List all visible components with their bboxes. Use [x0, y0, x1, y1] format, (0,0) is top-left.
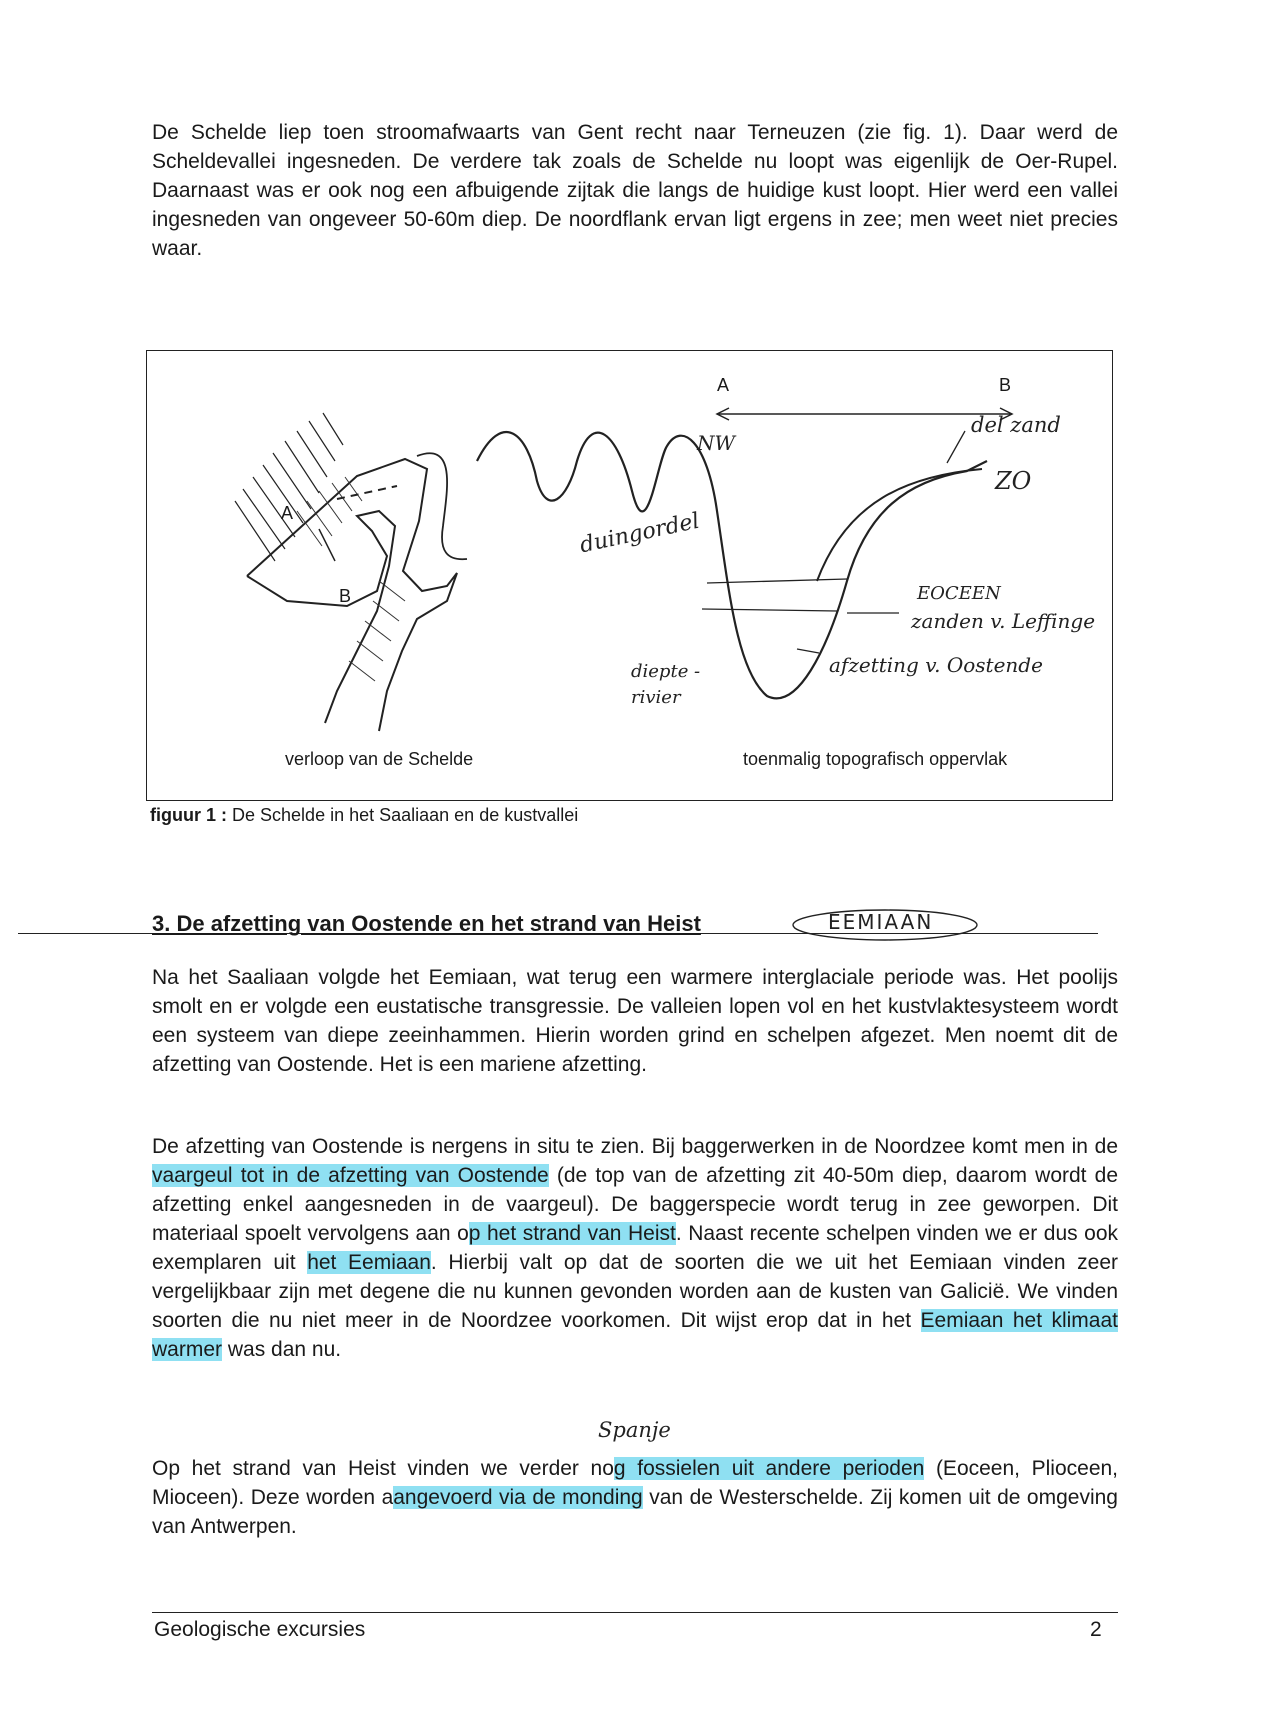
hand-diepte: diepte - rivier	[631, 661, 701, 708]
layer-line-2	[702, 609, 837, 611]
section-title: 3. De afzetting van Oostende en het strand van Heist	[152, 911, 701, 936]
intro-paragraph: De Schelde liep toen stroomafwaarts van Gent recht naar Terneuzen (zie fig. 1). Daar werd de Scheldevallei ingesneden. De verdere tak zoals de Schelde nu loopt was eigenlijk de Oer-Rupel. Daarnaast was er ook nog een afbuigende zijtak die langs de huidige kust loopt. Hier werd een vallei ingesneden van ongeveer 50-60m diep. De noordflank ervan ligt ergens in zee; men weet niet precies waar.	[152, 121, 1118, 260]
hand-zanden: zanden v. Leffinge	[911, 609, 1096, 633]
hand-nw: NW	[697, 431, 736, 455]
paragraph-eemiaan: Na het Saaliaan volgde het Eemiaan, wat terug een warmere interglaciale periode was. Het poolijs smolt en er volgde een eustatische transgressie. De valleien lopen vol en het kustvlaktesysteem wordt een systeem van diepe zeeinhammen. Hierin worden grind en schelpen afgezet. Men noemt dit de afzetting van Oostende. Het is een mariene afzetting.	[152, 966, 1118, 1076]
valley-outline-inner	[247, 511, 395, 723]
p3-text-c: van de Westerschelde. Zij komen uit de omgeving van Antwerpen.	[152, 1486, 1118, 1538]
figure-drawing	[147, 351, 1114, 802]
valley-flank	[817, 469, 982, 581]
p2-text-b: (de top van de afzetting zit 40-50m diep, daarom wordt de afzetting enkel aangesneden in de vaargeul). De baggerspecie wordt terug in zee geworpen. Dit materiaal spoelt vervolgens aan o	[152, 1164, 1119, 1245]
p2-text-d: . Hierbij valt op dat de soorten die we uit het Eemiaan vinden zeer vergelijkbaar zijn met degene die nu kunnen gevonden worden aan de kusten van Galicië. We vinden soorten die nu niet meer in de Noordzee voorkomen. Dit wijst erop dat in het	[152, 1251, 1119, 1332]
p2-highlight-vaargeul: vaargeul tot in de afzetting van Oostende	[152, 1164, 549, 1187]
p2-text-a: De afzetting van Oostende is nergens in situ te zien. Bij baggerwerken in de Noordzee komt men in de	[152, 1135, 1118, 1158]
dashed-coast-line	[337, 486, 397, 499]
profile-label-a: A	[717, 375, 730, 395]
hand-spanje: Spanje	[598, 1418, 671, 1442]
pointer-delzand	[947, 431, 965, 463]
p2-text-e: was dan nu.	[222, 1338, 342, 1361]
caption-label: figuur 1 :	[150, 805, 227, 825]
p2-highlight-eemiaan: het Eemiaan	[307, 1251, 431, 1274]
profile-caption: toenmalig topografisch oppervlak	[743, 749, 1008, 769]
paragraph-oostende	[152, 1132, 1118, 1364]
valley-hatch	[297, 477, 405, 681]
p3-highlight-fossielen: g fossielen uit andere perioden	[613, 1457, 925, 1480]
page-number: 2	[1090, 1618, 1102, 1641]
p2-highlight-klimaat: Eemiaan het klimaat warmer	[152, 1309, 1118, 1361]
hand-eemiaan: EEMIAAN	[828, 910, 934, 934]
pointer-afzetting	[797, 649, 819, 653]
map-label-b: B	[339, 586, 352, 606]
p3-text-a: Op het strand van Heist vinden we verder no	[152, 1457, 614, 1480]
footer-rule	[152, 1612, 1118, 1613]
p2-text-c: . Naast recente schelpen vinden we er dus ook exemplaren uit	[152, 1222, 1119, 1274]
hand-zo: ZO	[995, 467, 1032, 495]
p3-highlight-monding: angevoerd via de monding	[393, 1486, 643, 1509]
paragraph-fossielen	[152, 1454, 1118, 1541]
p2-highlight-heist: p het strand van Heist	[468, 1222, 676, 1245]
profile-label-b: B	[999, 375, 1012, 395]
hand-duingordel: duingordel	[577, 508, 702, 559]
p3-text-b: (Eoceen, Plioceen, Mioceen). Deze worden a	[152, 1457, 1119, 1509]
footer-title: Geologische excursies	[154, 1618, 366, 1641]
caption-text: De Schelde in het Saaliaan en de kustvallei	[232, 805, 579, 825]
hand-delzand: del zand	[971, 413, 1061, 437]
map-caption: verloop van de Schelde	[285, 749, 474, 769]
hand-afzetting: afzetting v. Oostende	[829, 653, 1043, 677]
oer-rupel-branch	[417, 453, 467, 559]
figure-1	[146, 350, 1113, 801]
figure-caption	[150, 805, 578, 826]
map-label-a: A	[281, 503, 294, 523]
hand-eoceen: EOCEEN	[917, 583, 1001, 604]
